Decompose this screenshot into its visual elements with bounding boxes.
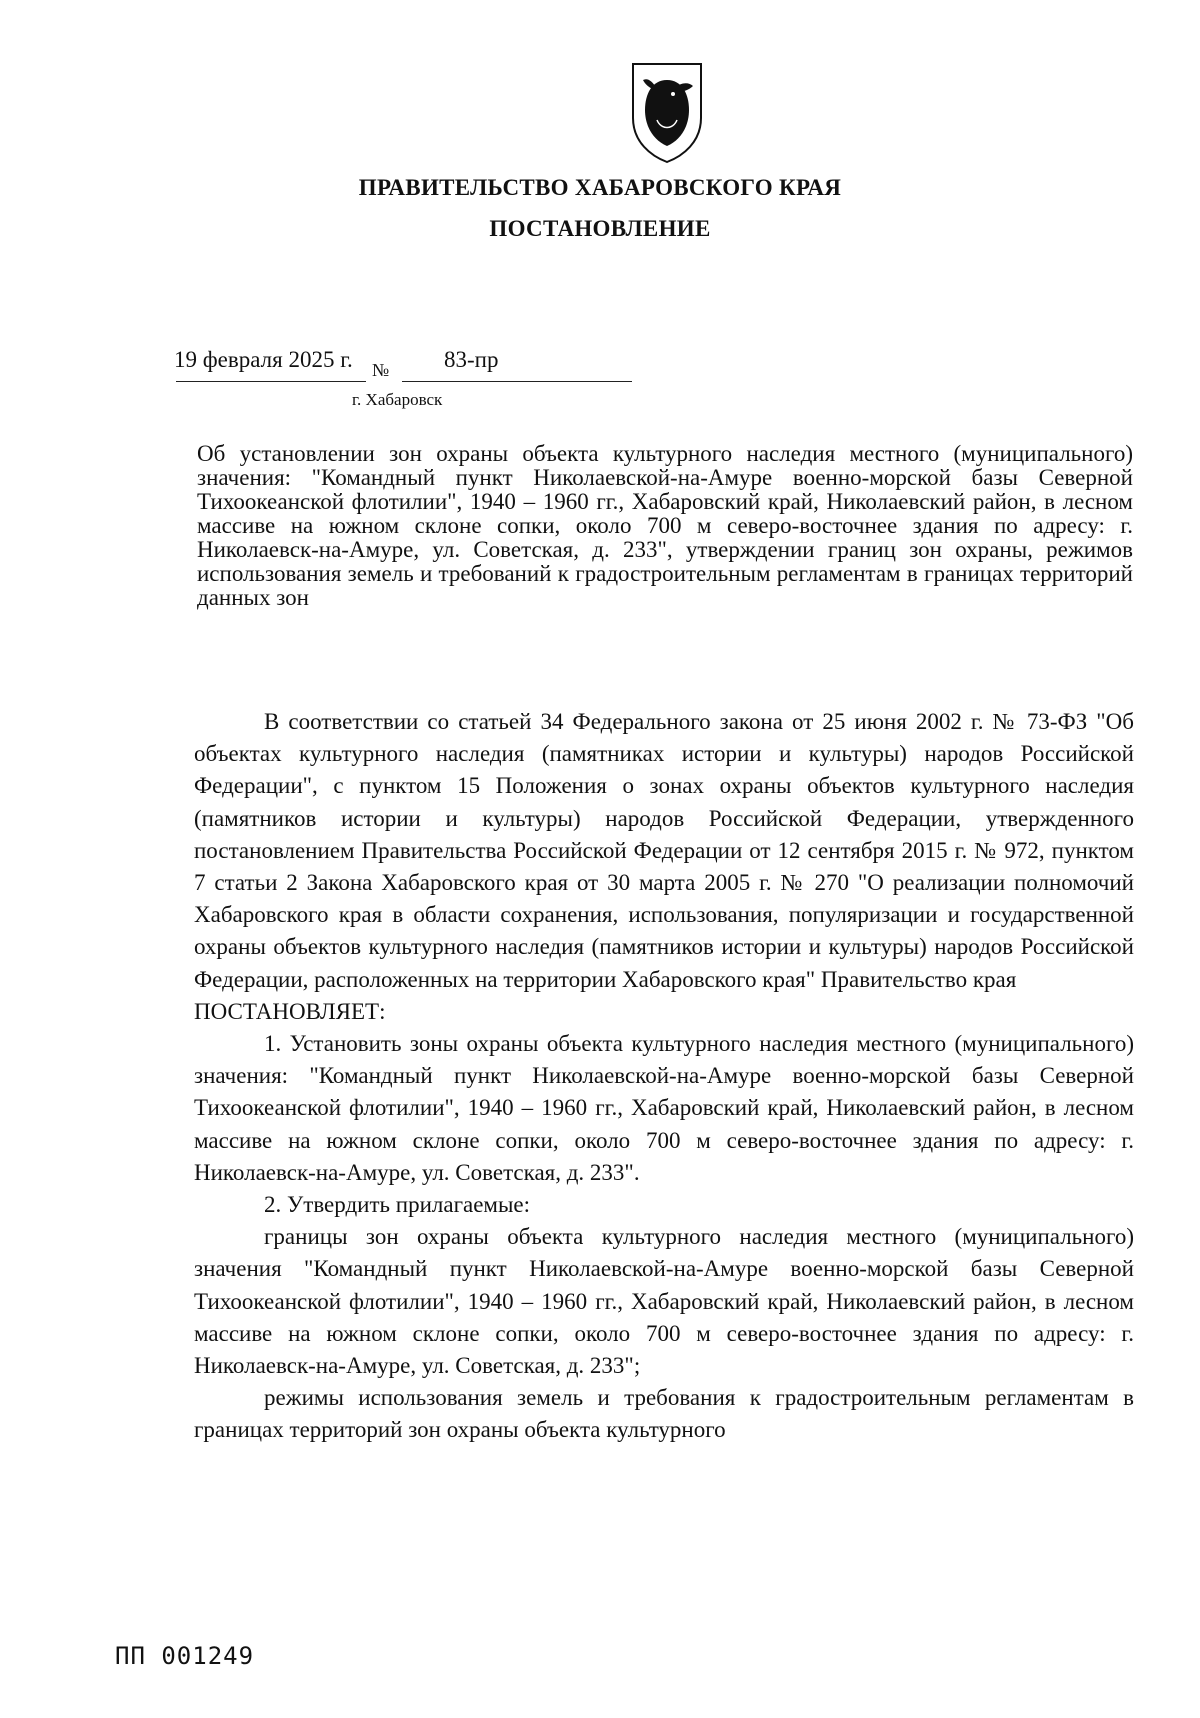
item-2-regimes: режимы использования земель и требования к градостроительным регламентам в границах территорий зон охраны объекта культурного [194,1385,1134,1443]
issue-city: г. Хабаровск [352,390,443,409]
number-sign: № [372,360,390,380]
document-number: 83-пр [444,347,499,372]
date-number-row [174,347,634,387]
coat-of-arms-icon [627,60,707,164]
number-underline [402,381,632,382]
date-underline [176,381,366,382]
government-name: ПРАВИТЕЛЬСТВО ХАБАРОВСКОГО КРАЯ [358,175,842,200]
document-code: ПП 001249 [115,1642,255,1670]
document-type: ПОСТАНОВЛЕНИЕ [489,216,711,241]
preamble-paragraph: В соответствии со статьей 34 Федерального закона от 25 июня 2002 г. № 73-ФЗ "Об объектах культурного наследия (памятниках истории и культуры) народов Российской Федерации", с пунктом 15 Положения о зонах охраны объектов культурного наследия (памятников истории и культуры) народов Российской Федерации, утвержденного постановлением Правительства Российской Федерации от 12 сентября 2015 г. № 972, пунктом 7 статьи 2 Закона Хабаровского края от 30 марта 2005 г. № 270 "О реализации полномочий Хабаровского края в области сохранения, использования, популяризации и государственной охраны объектов культурного наследия (памятников истории и культуры) народов Российской Федерации, расположенных на территории Хабаровского края" Правительство края [194,709,1134,992]
document-date: 19 февраля 2025 г. [174,347,353,372]
item-2: 2. Утвердить прилагаемые: [264,1192,531,1218]
item-2-boundaries: границы зон охраны объекта культурного наследия местного (муниципального) значения "Командный пункт Николаевской-на-Амуре военно-морской базы Северной Тихоокеанской флотилии", 1940 – 1960 гг., Хабаровский край, Николаевский район, в лесном массиве на южном склоне сопки, около 700 м северо-восточнее здания по адресу: г. Николаевск-на-Амуре, ул. Советская, д. 233"; [194,1224,1134,1379]
document-subject: Об установлении зон охраны объекта культурного наследия местного (муниципального) значения: "Командный пункт Николаевской-на-Амуре военно-морской базы Северной Тихоокеанской флотилии", 1940 – 1960 гг., Хабаровский край, Николаевский район, в лесном массиве на южном склоне сопки, около 700 м северо-восточнее здания по адресу: г. Николаевск-на-Амуре, ул. Советская, д. 233", утверждении границ зон охраны, режимов использования земель и требований к градостроительным регламентам в границах территорий данных зон [197,441,1133,610]
document-body [194,706,1134,1447]
item-1: 1. Установить зоны охраны объекта культурного наследия местного (муниципального) значения: "Командный пункт Николаевской-на-Амуре военно-морской базы Северной Тихоокеанской флотилии", 1940 – 1960 гг., Хабаровский край, Николаевский район, в лесном массиве на южном склоне сопки, около 700 м северо-восточнее здания по адресу: г. Николаевск-на-Амуре, ул. Советская, д. 233". [194,1031,1134,1185]
resolves-label: ПОСТАНОВЛЯЕТ: [194,998,386,1024]
